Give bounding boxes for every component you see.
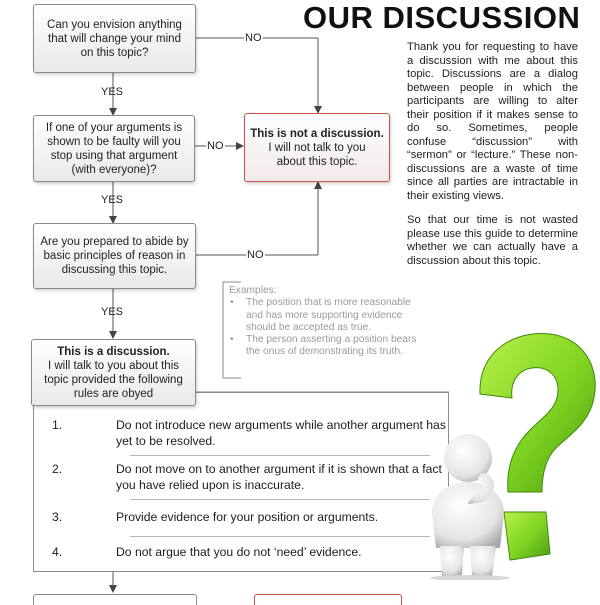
- rule-divider: [130, 536, 430, 537]
- no-label-1: NO: [245, 32, 262, 44]
- example-item: [229, 297, 419, 334]
- not-discussion-heading: This is not a discussion.: [250, 127, 384, 140]
- rule-number: 1.: [52, 418, 63, 432]
- yes-label-2: YES: [101, 194, 124, 206]
- examples-block: [229, 285, 419, 359]
- rule-text: Do not argue that you do not ‘need’ evidence.: [116, 545, 362, 559]
- thinking-figure-question-mark-icon: [418, 326, 600, 580]
- question-box-1: [33, 4, 196, 73]
- rule-divider: [130, 499, 430, 500]
- intro-paragraph-2: So that our time is not wasted please use this guide to determine whether we can actually have a discussion about this topic.: [407, 214, 578, 267]
- is-discussion-body: I will talk to you about this topic provided the following rules are obyed: [44, 359, 183, 400]
- example-text-2: The person asserting a position bears the onus of demonstrating its truth.: [246, 334, 417, 358]
- yes-label-3: YES: [101, 306, 124, 318]
- bullet-icon: •: [230, 334, 234, 346]
- example-text-1: The position that is more reasonable and has more supporting evidence should be accepted as true.: [246, 297, 411, 333]
- bullet-icon: •: [230, 297, 234, 309]
- rule-number: 2.: [52, 462, 63, 476]
- yes-label-1: YES: [101, 86, 124, 98]
- rule-text: Provide evidence for your position or arguments.: [116, 510, 379, 524]
- question-text-2: If one of your arguments is shown to be faulty will you stop using that argument (with everyone)?: [45, 121, 183, 176]
- rule-text: Do not introduce new arguments while another argument has yet to be resolved.: [116, 418, 446, 448]
- is-discussion-heading: This is a discussion.: [57, 345, 170, 358]
- no-label-3: NO: [247, 249, 264, 261]
- question-text-3: Are you prepared to abide by basic principles of reason in discussing this topic.: [40, 236, 189, 276]
- not-discussion-body: I will not talk to you about this topic.: [268, 141, 366, 168]
- not-discussion-box: [244, 113, 390, 182]
- page-title: OUR DISCUSSION: [303, 0, 581, 35]
- intro-paragraph-1: Thank you for requesting to have a discussion with me about this topic. Discussions are a dialog between people in which the participants are willing to alter their position if it makes sense to do so. Sometimes, people confuse “discussion” with “sermon” or “lecture.” These non-discussions are a waste of time since all parties are intractable in their existing views.: [407, 41, 578, 202]
- example-item: [229, 334, 419, 359]
- question-box-3: [33, 223, 196, 289]
- question-text-1: Can you envision anything that will change your mind on this topic?: [47, 18, 182, 59]
- rule-number: 3.: [52, 510, 63, 524]
- rule-divider: [130, 455, 430, 456]
- examples-heading: Examples:: [229, 285, 277, 296]
- rule-text: Do not move on to another argument if it is shown that a fact you have relied upon is inaccurate.: [116, 462, 442, 492]
- rules-box: [33, 392, 449, 572]
- question-box-2: [33, 115, 195, 182]
- rule-number: 4.: [52, 545, 63, 559]
- is-discussion-box: [31, 339, 196, 406]
- no-label-2: NO: [207, 140, 224, 152]
